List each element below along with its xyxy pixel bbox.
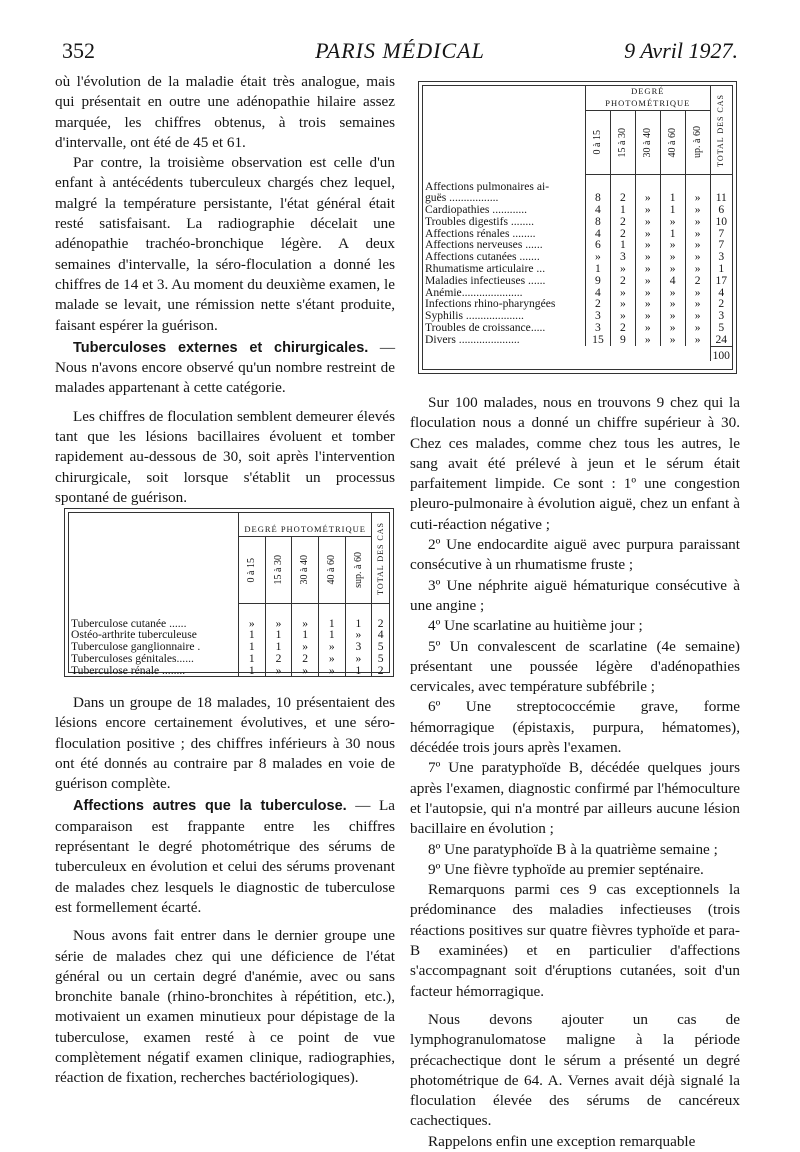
paragraph: Par contre, la troisième observation est celle d'un enfant à antécédents tuberculeux chargés chez lequel, malgré la température persistante, l'état général était resté satisfaisant. La radiographie décelait une adénopathie trachéo-bronchique légère. A deux semaines d'intervalle, la séro-floculation a donné les chiffres de 14 et 3. Au moment du deuxième examen, le malade se levait, une rémission nette s'étant produite, faisant espérer la guérison. (55, 154, 395, 334)
list-item: 5º Un convalescent de scarlatine (4e semaine) présentant une poussée légère d'adénopathies cervicales, avec température subfébrile ; (410, 637, 740, 696)
paragraph: Nous devons ajouter un cas de lymphogranulomatose maligne à la période précachectique dont le sérum a présenté un degré photométrique de 64. A. Vernes avait déjà signalé la floculation élevée des sérums de cancéreux cachectiques. (410, 1010, 740, 1130)
list-item: 6º Une streptococcémie grave, forme hémorragique (épistaxis, purpura, hématomes), décédée trois jours après l'examen. (410, 698, 740, 757)
column-header: 40 à 60 (666, 127, 678, 158)
grand-total: 100 (710, 346, 732, 361)
section-paragraph: Tuberculoses externes et chirurgicales. — Nous n'avons encore observé qu'un nombre restreint de malades appartenant à cette catégorie. (55, 338, 396, 397)
column-header: up. à 60 (691, 126, 703, 159)
table-tuberculoses-externes (68, 512, 390, 677)
table-row: Tuberculose ganglionnaire . 1 1 » » 3 5 (69, 641, 389, 653)
page-number: 352 (62, 38, 95, 63)
total-header: TOTAL DES CAS (375, 521, 385, 595)
paragraph: où l'évolution de la maladie était très analogue, mais qui présentait en outre une adénopathie hilaire assez marquée, les chiffres obtenus, à trois semaines d'intervalle, ont été de 45 et 61. (55, 73, 395, 151)
table-row: Tuberculoses génitales...... 1 2 2 » » 5 (69, 653, 389, 665)
total-header: TOTAL DES CAS (716, 93, 726, 167)
left-column-bottom (55, 693, 395, 1089)
column-group-header: DEGRÉ PHOTOMÉTRIQUE (586, 86, 711, 110)
table-row: Troubles de croissance..... 3 2 » » » 5 (423, 322, 732, 334)
column-group-header: DEGRÉ PHOTOMÉTRIQUE (239, 513, 372, 536)
journal-title: PARIS MÉDICAL (315, 38, 485, 63)
column-header: 30 à 40 (299, 555, 311, 585)
left-column-top (55, 72, 395, 508)
grand-total-row (423, 346, 732, 361)
list-item: 7º Une paratyphoïde B, décédée quelques jours après l'examen, diagnostic confirmé par l'hémoculture et l'autopsie, qui n'a montré par ailleurs aucune lésion bacillaire en évolution ; (410, 759, 740, 838)
table-row: Tuberculose cutanée ...... » » » 1 1 2 (69, 618, 389, 630)
paragraph: Nous avons fait entrer dans le dernier groupe une série de malades chez qui une déficience de l'état général ou un certain degré d'anémie, avec ou sans bronchite banale (rhino-bronchites à répétition, etc.), motivaient un examen minutieux pour dépistage de la tuberculose, examen resté à ce point de vue complètement négatif examen clinique, radiographies, réaction de fixation, recherches bactériologiques). (55, 927, 395, 1087)
column-header: 0 à 15 (245, 557, 257, 582)
row-label-continued: Affections pulmonaires ai- (425, 179, 550, 193)
table-row: Divers ..................... 15 9 » » » 24 (423, 334, 732, 346)
section-heading: Affections autres que la tuberculose. (73, 798, 347, 815)
table-row: Infections rhino-pharyngées 2 » » » » 2 (423, 298, 732, 310)
paragraph: Les chiffres de floculation semblent demeurer élevés tant que les lésions bacillaires évoluent et tomber rapidement au-dessous de 30, soit après l'intervention chirurgicale, soit lorsque s'établit un processus spontané de guérison. (55, 407, 395, 506)
list-item: 8º Une paratyphoïde B à la quatrième semaine ; (428, 840, 718, 858)
table-row: Affections rénales ........ 4 2 » 1 » 7 (423, 228, 732, 240)
list-item: 2º Une endocardite aiguë avec purpura paraissant consécutive à un rhumatisme fruste ; (410, 536, 740, 574)
list-item: 3º Une néphrite aiguë hématurique consécutive à une angine ; (410, 576, 740, 614)
section-paragraph: Affections autres que la tuberculose. — La comparaison est frappante entre les chiffres représentant le degré photométrique des sérums de tuberculeux en évolution et celui des sérums provenant de malades chez lesquels le diagnostic de tuberculose est formellement écarté. (55, 797, 395, 916)
table-affections-diverses (422, 85, 733, 370)
paragraph: Rappelons enfin une exception remarquable (428, 1132, 696, 1150)
section-heading: Tuberculoses externes et chirurgicales. (73, 339, 369, 356)
column-header: 15 à 30 (272, 555, 284, 585)
column-header: 15 à 30 (616, 127, 628, 158)
issue-date: 9 Avril 1927. (624, 38, 738, 63)
right-column (410, 393, 740, 1152)
column-header: 30 à 40 (641, 127, 653, 158)
list-item: 4º Une scarlatine au huitième jour ; (428, 617, 643, 635)
paragraph: Dans un groupe de 18 malades, 10 présentaient des lésions encore certainement évolutives, et une séro-floculation positive ; des chiffres inférieurs à 30 nous ont été donnés au contraire par 8 malades en voie de guérison complète. (55, 694, 395, 793)
page-header (62, 38, 738, 68)
table-row: Rhumatisme articulaire ... 1 » » » » 1 (423, 263, 732, 275)
paragraph: Remarquons parmi ces 9 cas exceptionnels la prédominance des maladies infectieuses (trois réactions positives sur quatre fièvres typhoïde et para-B examinées) et en particulier d'affections s'accompagnant soit d'éruptions cutanées, soit d'un facteur hémorragique. (410, 881, 740, 1000)
table-row: Affections cutanées ....... » 3 » » » 3 (423, 251, 732, 263)
table-row: Syphilis .................... 3 » » » » 3 (423, 310, 732, 322)
table-row: Ostéo-arthrite tuberculeuse 1 1 1 1 » 4 (69, 629, 389, 641)
table-row: Tuberculose rénale ........ 1 » » » 1 2 (69, 665, 389, 677)
column-header: 0 à 15 (592, 130, 604, 155)
table-row: Troubles digestifs ........ 8 2 » » » 10 (423, 216, 732, 228)
table-row: Cardiopathies ............ 4 1 » 1 » 6 (423, 204, 732, 216)
column-header: sup. à 60 (352, 551, 364, 588)
table-row: Maladies infectieuses ...... 9 2 » 4 2 17 (423, 275, 732, 287)
table-row: Affections nerveuses ...... 6 1 » » » 7 (423, 239, 732, 251)
table-row: guës ................. 8 2 » 1 » 11 (423, 192, 732, 204)
table-row: Anémie..................... 4 » » » » 4 (423, 287, 732, 299)
column-header: 40 à 60 (325, 555, 337, 585)
paragraph: Sur 100 malades, nous en trouvons 9 chez qui la floculation nous a donné un chiffre supérieur à 30. Chez ces malades, comme chez tous les autres, le sang avait été prélevé à jeun et le sérum était parfaitement limpide. Ce sont : 1º une congestion pleuro-pulmonaire à évolution aiguë, chez un enfant à cuti-réaction négative ; (410, 394, 740, 533)
list-item: 9º Une fièvre typhoïde au premier septénaire. (428, 860, 704, 878)
